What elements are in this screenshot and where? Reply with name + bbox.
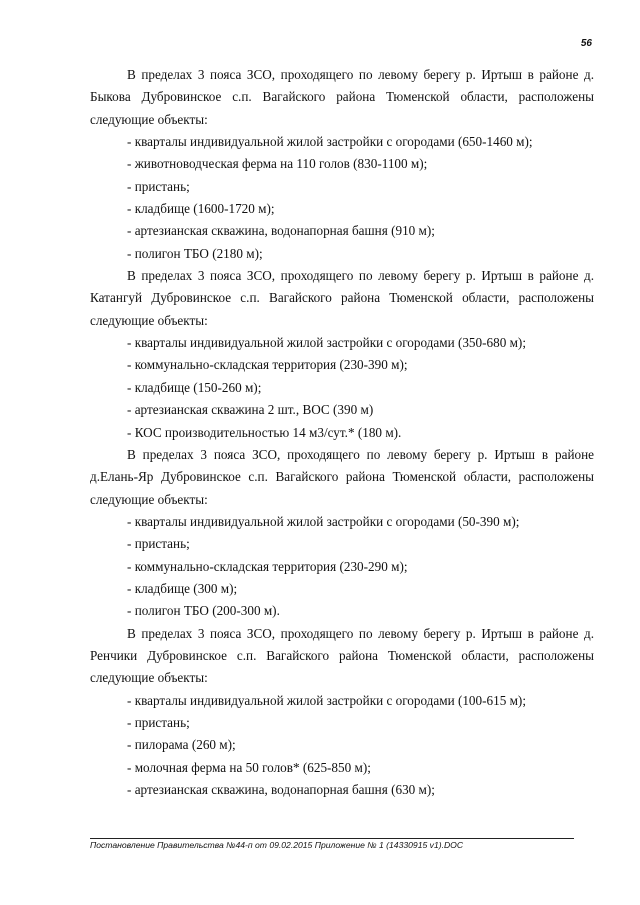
list-item: - пристань; (127, 536, 190, 552)
section-renchiki (90, 623, 594, 802)
list-item: - кварталы индивидуальной жилой застройки с огородами (650-1460 м); (127, 134, 533, 150)
list-item: - артезианская скважина, водонапорная башня (630 м); (127, 782, 435, 797)
list-item: - кладбище (1600-1720 м); (127, 201, 275, 217)
list-item: - пристань; (127, 714, 190, 730)
list-item: - кладбище (150-260 м); (127, 379, 262, 395)
footer-divider (90, 838, 574, 839)
list-item: - кварталы индивидуальной жилой застройки с огородами (350-680 м); (127, 335, 526, 351)
section-paragraph: В пределах 3 пояса ЗСО, проходящего по левому берегу р. Иртыш в районе д. Ренчики Дубровинское с.п. Вагайского района Тюменской области, расположены следующие объекты: (90, 625, 594, 686)
list-item: - кварталы индивидуальной жилой застройки с огородами (100-615 м); (127, 692, 526, 708)
section-katangui (90, 265, 594, 444)
list-item: - кварталы индивидуальной жилой застройки с огородами (50-390 м); (127, 513, 520, 529)
list-item: - пилорама (260 м); (127, 737, 236, 753)
section-paragraph: В пределах 3 пояса ЗСО, проходящего по левому берегу р. Иртыш в районе д. Катангуй Дубровинское с.п. Вагайского района Тюменской области, расположены следующие объекты: (90, 268, 594, 328)
list-item: - полигон ТБО (200-300 м). (127, 603, 280, 619)
section-paragraph: В пределах 3 пояса ЗСО, проходящего по левому берегу р. Иртыш в районе д.Елань-Яр Дубровинское с.п. Вагайского района Тюменской области, расположены следующие объекты: (90, 446, 594, 507)
list-item: - пристань; (127, 178, 190, 194)
section-elan-yar (90, 444, 594, 623)
list-item: - артезианская скважина 2 шт., ВОС (390 м) (127, 402, 374, 418)
page-number: 56 (580, 38, 592, 49)
list-item: - кладбище (300 м); (127, 580, 238, 596)
section-bykova (90, 64, 594, 265)
list-item: - полигон ТБО (2180 м); (127, 245, 263, 261)
list-item: - коммунально-складская территория (230-390 м); (127, 357, 408, 373)
list-item: - молочная ферма на 50 голов* (625-850 м); (127, 759, 371, 775)
list-item: - животноводческая ферма на 110 голов (830-1100 м); (127, 156, 428, 172)
section-paragraph: В пределах 3 пояса ЗСО, проходящего по левому берегу р. Иртыш в районе д. Быкова Дубровинское с.п. Вагайского района Тюменской области, расположены следующие объекты: (90, 67, 594, 127)
list-item: - КОС производительностью 14 м3/сут.* (180 м). (127, 424, 402, 440)
list-item: - коммунально-складская территория (230-290 м); (127, 558, 408, 574)
page-footer: Постановление Правительства №44-п от 09.02.2015 Приложение № 1 (14330915 v1).DOC (90, 840, 464, 850)
list-item: - артезианская скважина, водонапорная башня (910 м); (127, 223, 435, 239)
document-body (90, 64, 594, 801)
